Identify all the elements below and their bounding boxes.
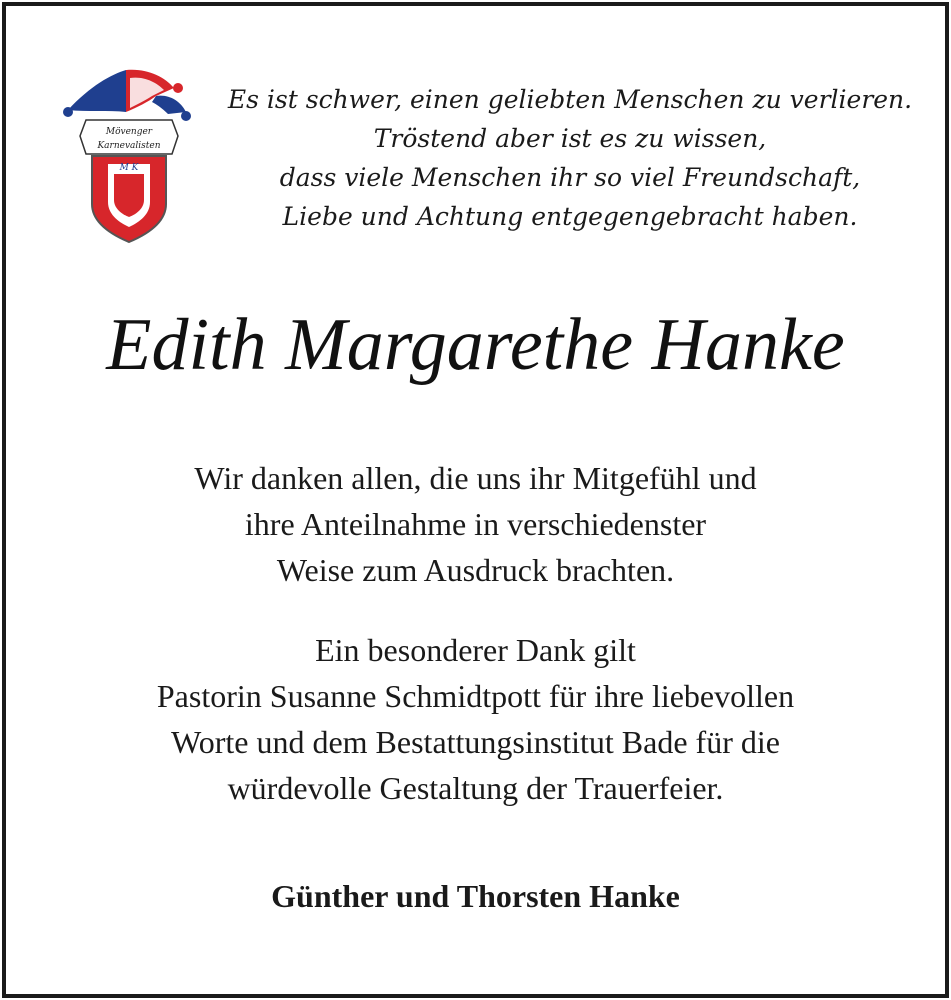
carnival-club-logo: [60, 56, 192, 246]
thanks-line: Pastorin Susanne Schmidtpott für ihre liebevollen: [156, 678, 795, 714]
banner-text-bottom: Karnevalisten: [97, 141, 161, 151]
quote-line: Liebe und Achtung entgegengebracht haben.: [282, 202, 858, 231]
thanks-line: Wir danken allen, die uns ihr Mitgefühl und: [194, 460, 757, 496]
thanks-paragraph-2: [0, 627, 951, 811]
jester-bell-right: [181, 111, 191, 121]
shield-initials: M K: [119, 163, 139, 173]
quote-line: Tröstend aber ist es zu wissen,: [373, 124, 767, 153]
consolation-quote: [210, 80, 930, 236]
jester-bell-left: [63, 107, 73, 117]
quote-line: Es ist schwer, einen geliebten Menschen zu verlieren.: [227, 85, 913, 114]
thanks-line: Weise zum Ausdruck brachten.: [276, 552, 675, 588]
jester-bell-top: [173, 83, 183, 93]
jester-cap-blue-left: [68, 70, 126, 112]
thanks-line: ihre Anteilnahme in verschiedenster: [244, 506, 707, 542]
thanks-line: Worte und dem Bestattungsinstitut Bade für die: [171, 724, 780, 760]
thanks-paragraph-1: [0, 455, 951, 593]
jester-cap-blue-right: [152, 96, 186, 114]
thanks-line: würdevolle Gestaltung der Trauerfeier.: [227, 770, 724, 806]
banner-text-top: Mövenger: [105, 127, 153, 137]
quote-line: dass viele Menschen ihr so viel Freundschaft,: [279, 163, 861, 192]
thanks-line: Ein besonderer Dank gilt: [315, 632, 636, 668]
signature: Günther und Thorsten Hanke: [271, 878, 680, 914]
deceased-name: Edith Margarethe Hanke: [106, 304, 845, 386]
